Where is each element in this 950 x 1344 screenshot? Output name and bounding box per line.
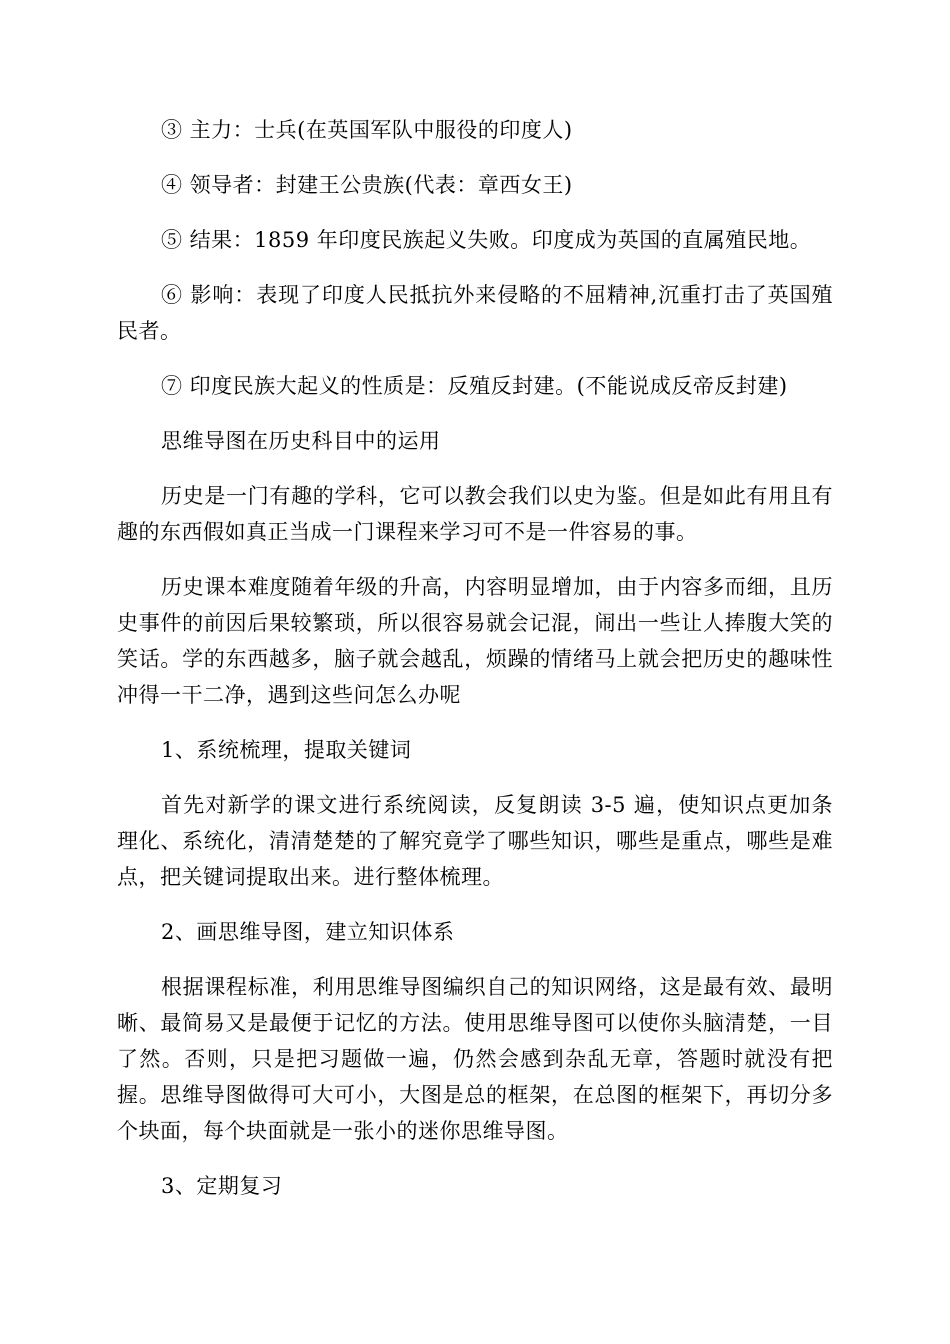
item-6: ⑥ 影响：表现了印度人民抵抗外来侵略的不屈精神,沉重打击了英国殖民者。 [117,283,833,343]
section-title: 思维导图在历史科目中的运用 [161,429,441,453]
item-7: ⑦ 印度民族大起义的性质是：反殖反封建。(不能说成反帝反封建) [161,374,788,398]
step-1-body: 首先对新学的课文进行系统阅读，反复朗读 3-5 遍，使知识点更加条理化、系统化，清清楚楚的了解究竟学了哪些知识，哪些是重点，哪些是难点，把关键词提取出来。进行整体梳理。 [117,793,833,889]
intro-paragraph-1: 历史是一门有趣的学科，它可以教会我们以史为鉴。但是如此有用且有趣的东西假如真正当成一门课程来学习可不是一件容易的事。 [117,484,833,544]
item-3: ③ 主力：士兵(在英国军队中服役的印度人) [161,118,573,142]
item-4: ④ 领导者：封建王公贵族(代表：章西女王) [161,173,573,197]
step-1-heading: 1、系统梳理，提取关键词 [161,738,412,762]
step-2-heading: 2、画思维导图，建立知识体系 [161,920,455,944]
item-5: ⑤ 结果：1859 年印度民族起义失败。印度成为英国的直属殖民地。 [161,228,812,252]
intro-paragraph-2: 历史课本难度随着年级的升高，内容明显增加，由于内容多而细，且历史事件的前因后果较繁琐，所以很容易就会记混，闹出一些让人捧腹大笑的笑话。学的东西越多，脑子就会越乱，烦躁的情绪马上就会把历史的趣味性冲得一干二净，遇到这些问怎么办呢 [117,575,833,707]
step-2-body: 根据课程标准，利用思维导图编织自己的知识网络，这是最有效、最明晰、最简易又是最便于记忆的方法。使用思维导图可以使你头脑清楚，一目了然。否则，只是把习题做一遍，仍然会感到杂乱无章，答题时就没有把握。思维导图做得可大可小，大图是总的框架，在总图的框架下，再切分多个块面，每个块面就是一张小的迷你思维导图。 [117,975,833,1143]
document-page [117,112,833,1223]
step-3-heading: 3、定期复习 [161,1174,283,1198]
